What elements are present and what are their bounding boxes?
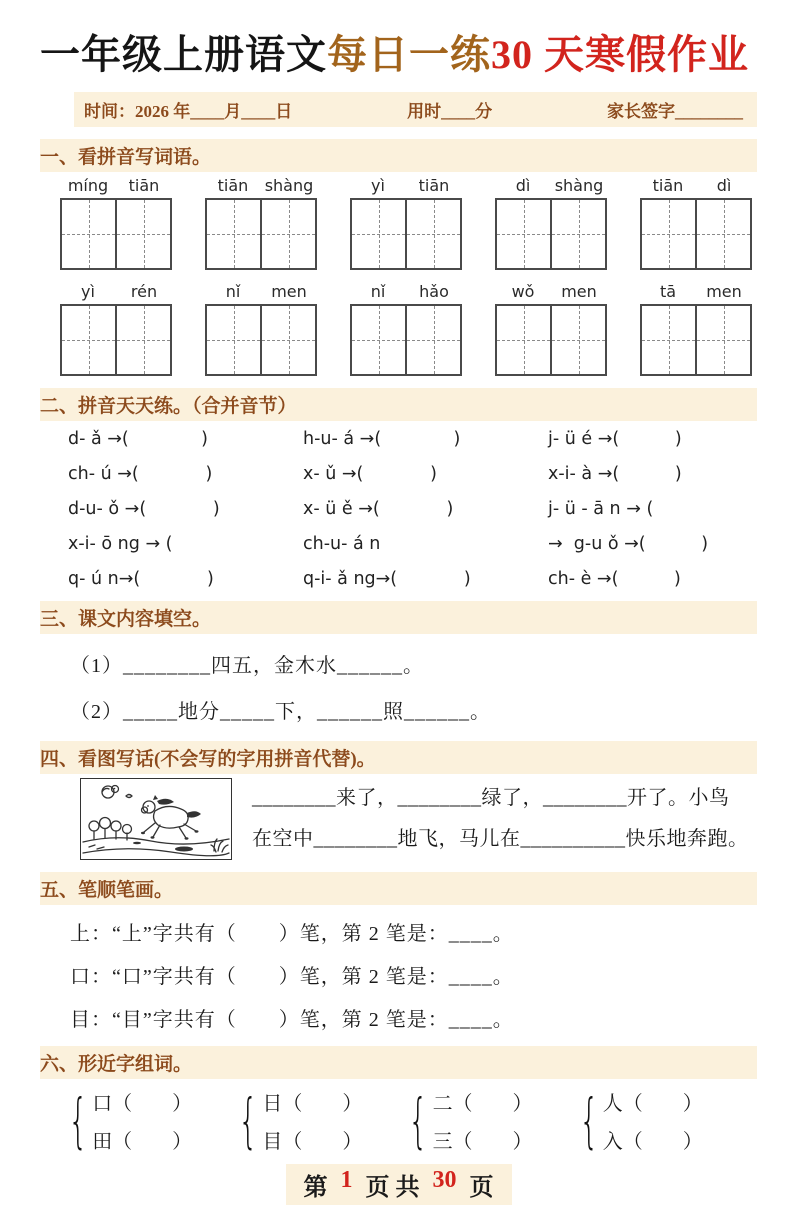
footer-label: 页 共 (365, 1175, 420, 1201)
writing-grid (495, 304, 607, 376)
grid-cell (260, 306, 315, 374)
page-number-bar (286, 1164, 512, 1205)
duration-field: 用时____分 (407, 102, 493, 121)
pinyin-syllable: nǐ (225, 282, 241, 301)
syllable-item: q-i- ǎ ng→( ) (303, 569, 471, 589)
compare-word-line: 入（ ） (602, 1131, 703, 1153)
section-6-title: 六、形近字组词。 (40, 1046, 757, 1079)
pinyin-word-box (205, 176, 317, 270)
title-grade-part: 一年级上册语文 (40, 32, 327, 77)
syllable-item: x-i- à →( ) (548, 464, 682, 484)
section-5-title: 五、笔顺笔画。 (40, 872, 757, 905)
current-page-number: 1 (340, 1167, 353, 1193)
syllable-item: → g-u ǒ →( ) (548, 534, 709, 554)
grid-cell (550, 200, 605, 268)
syllable-merge-exercises (68, 429, 757, 589)
writing-grid (350, 198, 462, 270)
syllable-item: d- ǎ →( ) (68, 429, 208, 449)
section-2-title: 二、拼音天天练。（合并音节） (40, 388, 757, 421)
pinyin-labels (60, 176, 172, 195)
syllable-item: j- ü é →( ) (548, 429, 682, 449)
pinyin-syllable: tiān (418, 176, 450, 195)
pinyin-syllable: yì (81, 282, 95, 301)
pinyin-word-box (640, 176, 752, 270)
brace-glyph: { (408, 1086, 429, 1155)
pinyin-syllable: shàng (264, 176, 314, 195)
compare-word-line: 人（ ） (602, 1093, 703, 1115)
syllable-item: x- ǔ →( ) (303, 464, 437, 484)
grid-cell (405, 200, 460, 268)
grid-cell (405, 306, 460, 374)
info-bar (74, 92, 757, 127)
compare-words-group (66, 1087, 192, 1154)
pinyin-labels (350, 282, 462, 301)
pinyin-syllable: yì (371, 176, 385, 195)
compare-word-line: 日（ ） (262, 1093, 363, 1115)
pinyin-syllable: men (706, 282, 742, 301)
grid-cell (550, 306, 605, 374)
grid-cell (115, 200, 170, 268)
pinyin-syllable: men (271, 282, 307, 301)
pinyin-syllable: men (561, 282, 597, 301)
brace-glyph: { (578, 1086, 599, 1155)
footer-label: 页 (469, 1175, 494, 1201)
syllable-item: ch- ú →( ) (68, 464, 213, 484)
writing-grid (60, 198, 172, 270)
page-footer (40, 1164, 757, 1205)
pinyin-labels (495, 282, 607, 301)
pinyin-grid-row-2 (60, 282, 757, 376)
pinyin-syllable: shàng (554, 176, 604, 195)
pinyin-labels (350, 176, 462, 195)
section-1-title: 一、看拼音写词语。 (40, 139, 757, 172)
pinyin-syllable: rén (130, 282, 158, 301)
pinyin-labels (640, 282, 752, 301)
fill-blank-line: 在空中________地飞，马儿在__________快乐地奔跑。 (252, 828, 749, 850)
pinyin-word-box (60, 282, 172, 376)
grid-cell (642, 200, 695, 268)
compare-word-line: 口（ ） (92, 1093, 193, 1115)
grid-cell (62, 200, 115, 268)
grid-cell (260, 200, 315, 268)
writing-grid (205, 198, 317, 270)
pinyin-word-box (205, 282, 317, 376)
grid-cell (695, 200, 750, 268)
pinyin-labels (60, 282, 172, 301)
pinyin-word-box (350, 282, 462, 376)
writing-grid (60, 304, 172, 376)
compare-word-line: 三（ ） (432, 1131, 533, 1153)
signature-field: 家长签字________ (607, 102, 743, 121)
pinyin-syllable: tiān (128, 176, 160, 195)
picture-writing-lines (252, 778, 749, 860)
pinyin-syllable: míng (67, 176, 109, 195)
pinyin-labels (205, 176, 317, 195)
pinyin-word-box (495, 176, 607, 270)
pinyin-grid-row-1 (60, 176, 757, 270)
grid-cell (497, 200, 550, 268)
brace-glyph: { (238, 1086, 258, 1155)
title-homework-part: 30 天寒假作业 (491, 32, 749, 77)
grid-cell (695, 306, 750, 374)
syllable-item: x-i- ō ng → ( (68, 534, 173, 554)
pinyin-labels (640, 176, 752, 195)
grid-cell (352, 306, 405, 374)
pinyin-syllable: tā (659, 282, 677, 301)
fill-blank-line: （2）_____地分_____下，______照______。 (70, 701, 491, 723)
compare-word-line: 目（ ） (262, 1131, 363, 1153)
horse-scene-image (80, 778, 232, 860)
pinyin-word-box (60, 176, 172, 270)
pinyin-syllable: hǎo (419, 282, 449, 301)
grid-cell (115, 306, 170, 374)
syllable-item: q- ú n→( ) (68, 569, 214, 589)
section-3-title: 三、课文内容填空。 (40, 601, 757, 634)
pinyin-syllable: nǐ (370, 282, 386, 301)
writing-grid (495, 198, 607, 270)
syllable-item: h-u- á →( ) (303, 429, 461, 449)
pinyin-labels (495, 176, 607, 195)
grid-cell (642, 306, 695, 374)
stroke-order-line: 口：“口”字共有（ ）笔，第 2 笔是：____。 (70, 966, 514, 988)
fill-blank-line: ________来了，________绿了，________开了。小鸟 (252, 787, 730, 809)
syllable-item: ch- è →( ) (548, 569, 681, 589)
total-page-number: 30 (432, 1167, 457, 1193)
pinyin-syllable: tiān (652, 176, 684, 195)
pinyin-syllable: tiān (217, 176, 249, 195)
pinyin-labels (205, 282, 317, 301)
grid-cell (207, 306, 260, 374)
compare-words-row (66, 1087, 757, 1154)
fill-blank-line: （1）________四五，金木水______。 (70, 655, 424, 677)
brace-glyph: { (68, 1086, 88, 1155)
grid-cell (352, 200, 405, 268)
grid-cell (62, 306, 115, 374)
stroke-order-line: 目：“目”字共有（ ）笔，第 2 笔是：____。 (70, 1009, 514, 1031)
grid-cell (497, 306, 550, 374)
writing-grid (640, 198, 752, 270)
section-4-title: 四、看图写话(不会写的字用拼音代替)。 (40, 741, 757, 774)
pinyin-syllable: dì (515, 176, 531, 195)
footer-label: 第 (303, 1175, 328, 1201)
writing-grid (205, 304, 317, 376)
date-field: 时间：2026 年____月____日 (84, 102, 293, 121)
pinyin-word-box (640, 282, 752, 376)
pinyin-word-box (350, 176, 462, 270)
compare-word-line: 田（ ） (92, 1131, 193, 1153)
grid-cell (207, 200, 260, 268)
syllable-item: j- ü - ā n → ( (548, 499, 654, 519)
pinyin-word-box (495, 282, 607, 376)
page-title (40, 32, 757, 78)
title-practice-part: 每日一练 (327, 32, 491, 77)
compare-words-group (406, 1087, 532, 1154)
picture-writing-block (80, 778, 757, 860)
pinyin-syllable: dì (716, 176, 732, 195)
writing-grid (350, 304, 462, 376)
syllable-item: ch-u- á n (303, 534, 381, 554)
compare-words-group (577, 1087, 703, 1154)
compare-word-line: 二（ ） (432, 1093, 533, 1115)
pinyin-syllable: wǒ (511, 282, 535, 301)
syllable-item: d-u- ǒ →( ) (68, 499, 220, 519)
compare-words-group (236, 1087, 362, 1154)
stroke-order-line: 上：“上”字共有（ ）笔，第 2 笔是：____。 (70, 923, 514, 945)
syllable-item: x- ü ě →( ) (303, 499, 454, 519)
writing-grid (640, 304, 752, 376)
